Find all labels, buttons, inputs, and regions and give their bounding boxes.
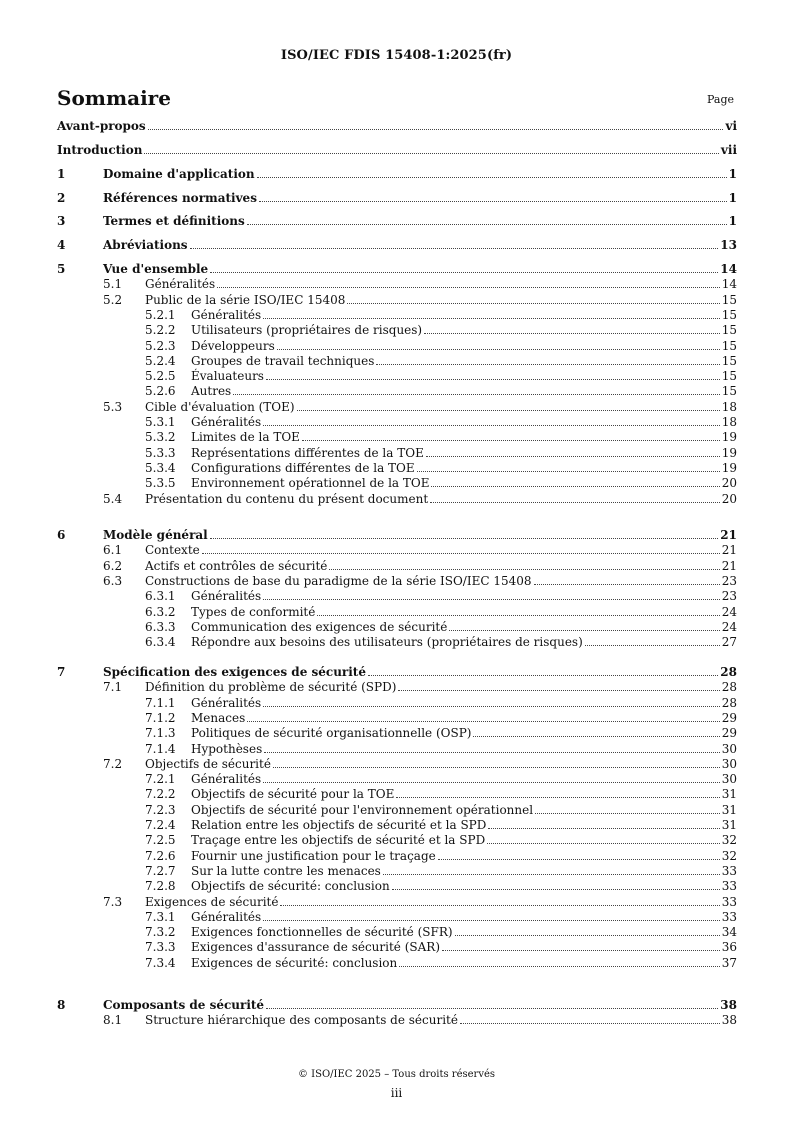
toc-entry[interactable] xyxy=(57,165,737,181)
toc-entry[interactable] xyxy=(57,382,737,398)
toc-entry-page: 23 xyxy=(721,589,737,604)
dot-leader xyxy=(259,201,727,202)
toc-entry-title: Hypothèses xyxy=(191,741,263,756)
toc-entry-number: 6.3.4 xyxy=(145,635,176,650)
page-column-label: Page xyxy=(707,93,735,106)
toc-entry-title: Configurations différentes de la TOE xyxy=(191,460,415,475)
dot-leader xyxy=(455,935,720,936)
dot-leader xyxy=(263,425,720,426)
toc-entry-number: 5.2.2 xyxy=(145,323,176,338)
toc-entry[interactable] xyxy=(57,877,737,893)
toc-entry-page: 19 xyxy=(721,445,737,460)
toc-entry-page: 30 xyxy=(721,756,737,771)
toc-entry[interactable] xyxy=(57,831,737,847)
dot-leader xyxy=(449,630,719,631)
toc-entry-title: Répondre aux besoins des utilisateurs (propriétaires de risques) xyxy=(191,635,583,650)
toc-entry[interactable] xyxy=(57,724,737,740)
toc-entry-title: Généralités xyxy=(191,772,262,787)
toc-entry-number: 7.2.2 xyxy=(145,787,176,802)
dot-leader xyxy=(266,1008,718,1009)
toc-entry-title: Objectifs de sécurité: conclusion xyxy=(191,879,390,894)
toc-entry-page: 31 xyxy=(721,787,737,802)
dot-leader xyxy=(426,456,720,457)
toc-entry-title: Exigences de sécurité xyxy=(145,894,279,909)
toc-entry-number: 7.2.4 xyxy=(145,818,176,832)
toc-entry[interactable] xyxy=(57,260,737,276)
dot-leader xyxy=(277,349,720,350)
toc-entry[interactable] xyxy=(57,694,737,710)
toc-entry-page: 21 xyxy=(721,543,737,558)
copyright-footer: © ISO/IEC 2025 – Tous droits réservés xyxy=(297,1069,496,1080)
toc-entry-page: 20 xyxy=(721,476,737,491)
toc-entry-number: 7.3 xyxy=(103,894,123,909)
toc-entry-title: Traçage entre les objectifs de sécurité et la SPD xyxy=(191,833,486,848)
toc-entry-number: 7.1.2 xyxy=(145,710,176,725)
toc-entry-title: Composants de sécurité xyxy=(103,998,265,1012)
dot-leader xyxy=(430,502,720,503)
document-header: ISO/IEC FDIS 15408-1:2025(fr) xyxy=(280,48,513,63)
toc-entry[interactable] xyxy=(57,893,737,909)
toc-entry-title: Groupes de travail techniques xyxy=(191,353,375,368)
toc-entry[interactable] xyxy=(57,398,737,414)
dot-leader xyxy=(431,486,719,487)
toc-entry-number: 2 xyxy=(57,191,66,205)
toc-entry-number: 6.3.2 xyxy=(145,604,176,619)
toc-entry[interactable] xyxy=(57,291,737,307)
toc-entry-page: 31 xyxy=(721,818,737,832)
toc-entry[interactable] xyxy=(57,801,737,817)
toc-entry-number: 7.1.4 xyxy=(145,741,176,756)
toc-entry-title: Communication des exigences de sécurité xyxy=(191,619,448,634)
dot-leader xyxy=(263,782,720,783)
toc-entry[interactable] xyxy=(57,212,737,228)
dot-leader xyxy=(263,706,720,707)
dot-leader xyxy=(144,153,718,154)
toc-entry-title: Objectifs de sécurité pour l'environnement opérationnel xyxy=(191,802,534,817)
toc-entry[interactable] xyxy=(57,678,737,694)
toc-entry[interactable] xyxy=(57,490,737,506)
toc-entry-page: 31 xyxy=(721,802,737,817)
toc-entry-title: Abréviations xyxy=(103,238,188,252)
dot-leader xyxy=(417,471,720,472)
toc-entry-page: 33 xyxy=(721,894,737,909)
toc-entry-number: 5 xyxy=(57,262,66,276)
dot-leader xyxy=(473,736,719,737)
toc-entry-number: 7.2.3 xyxy=(145,802,176,817)
toc-entry-page: 27 xyxy=(721,635,737,650)
toc-entry-page: 15 xyxy=(721,384,737,399)
toc-entry-title: Spécification des exigences de sécurité xyxy=(103,665,366,679)
toc-entry[interactable] xyxy=(57,816,737,832)
dot-leader xyxy=(460,1023,720,1024)
dot-leader xyxy=(487,843,720,844)
toc-entry-title: Relation entre les objectifs de sécurité et la SPD xyxy=(191,818,487,832)
toc-entry-number: 7.1.3 xyxy=(145,726,176,741)
toc-entry-title: Généralités xyxy=(145,277,216,292)
toc-entry-number: 7.2.6 xyxy=(145,848,176,863)
dot-leader xyxy=(247,721,719,722)
toc-entry[interactable] xyxy=(57,572,737,588)
toc-entry-title: Objectifs de sécurité pour la TOE xyxy=(191,787,395,802)
toc-entry-page: 37 xyxy=(721,955,737,970)
toc-entry-page: 28 xyxy=(721,680,737,695)
dot-leader xyxy=(329,569,719,570)
toc-entry[interactable] xyxy=(57,413,737,429)
toc-entry-page: 13 xyxy=(720,238,737,252)
toc-entry[interactable] xyxy=(57,141,737,157)
dot-leader xyxy=(210,272,718,273)
toc-entry-title: Objectifs de sécurité xyxy=(145,756,271,771)
toc-entry-number: 6.1 xyxy=(103,543,123,558)
dot-leader xyxy=(280,905,719,906)
dot-leader xyxy=(438,859,720,860)
toc-entry-title: Évaluateurs xyxy=(191,369,264,384)
toc-entry-number: 5.1 xyxy=(103,277,123,292)
toc-entry-page: 28 xyxy=(720,665,737,679)
toc-entry-number: 7.2.1 xyxy=(145,772,176,787)
dot-leader xyxy=(297,410,720,411)
toc-entry-title: Termes et définitions xyxy=(103,214,245,228)
toc-entry[interactable] xyxy=(57,663,737,679)
toc-entry[interactable] xyxy=(57,526,737,542)
toc-entry[interactable] xyxy=(57,587,737,603)
toc-entry[interactable] xyxy=(57,954,737,970)
toc-entry-page: 33 xyxy=(721,863,737,878)
toc-entry-title: Utilisateurs (propriétaires de risques) xyxy=(191,323,423,338)
dot-leader xyxy=(392,889,720,890)
toc-entry-title: Développeurs xyxy=(191,338,275,353)
dot-leader xyxy=(302,440,720,441)
toc-entry-page: 1 xyxy=(728,214,737,228)
dot-leader xyxy=(424,333,720,334)
toc-entry-number: 7.2 xyxy=(103,756,123,771)
toc-entry[interactable] xyxy=(57,755,737,771)
page-title: Sommaire xyxy=(57,86,171,110)
toc-entry-number: 7.2.8 xyxy=(145,879,176,894)
toc-entry-title: Généralités xyxy=(191,695,262,710)
dot-leader xyxy=(399,966,719,967)
dot-leader xyxy=(210,538,719,539)
toc-entry-page: 15 xyxy=(721,369,737,384)
toc-entry[interactable] xyxy=(57,275,737,291)
toc-entry[interactable] xyxy=(57,236,737,252)
toc-entry-page: vi xyxy=(725,119,737,133)
toc-entry-title: Fournir une justification pour le traçage xyxy=(191,848,436,863)
dot-leader xyxy=(264,752,719,753)
toc-entry-page: 30 xyxy=(721,741,737,756)
toc-entry-page: 15 xyxy=(721,292,737,307)
toc-entry-number: 7.3.1 xyxy=(145,909,176,924)
toc-entry-title: Exigences fonctionnelles de sécurité (SFR) xyxy=(191,925,453,940)
toc-entry-number: 5.2.3 xyxy=(145,338,176,353)
toc-entry-title: Généralités xyxy=(191,415,262,429)
toc-entry[interactable] xyxy=(57,337,737,353)
dot-leader xyxy=(263,920,720,921)
toc-entry[interactable] xyxy=(57,862,737,878)
toc-entry-page: 21 xyxy=(720,528,737,542)
toc-entry-number: 5.3.3 xyxy=(145,445,176,460)
dot-leader xyxy=(398,690,719,691)
toc-entry-page: 18 xyxy=(721,415,737,429)
toc-entry-title: Modèle général xyxy=(103,528,208,542)
toc-entry[interactable] xyxy=(57,908,737,924)
dot-leader xyxy=(266,379,720,380)
toc-entry-title: Représentations différentes de la TOE xyxy=(191,445,424,460)
toc-entry[interactable] xyxy=(57,938,737,954)
toc-entry[interactable] xyxy=(57,367,737,383)
toc-entry-title: Sur la lutte contre les menaces xyxy=(191,863,381,878)
toc-entry-number: 5.2.6 xyxy=(145,384,176,399)
toc-entry-title: Limites de la TOE xyxy=(191,430,300,445)
toc-entry-number: 4 xyxy=(57,238,66,252)
toc-entry-page: 19 xyxy=(721,430,737,445)
toc-entry-page: vii xyxy=(720,143,737,157)
toc-entry-title: Présentation du contenu du présent document xyxy=(145,491,429,506)
toc-entry[interactable] xyxy=(57,352,737,368)
toc-entry[interactable] xyxy=(57,633,737,649)
toc-entry-number: 8 xyxy=(57,998,66,1012)
toc-entry-number: 5.3.5 xyxy=(145,476,176,491)
toc-entry-page: 15 xyxy=(721,353,737,368)
toc-entry-page: 21 xyxy=(721,558,737,573)
toc-entry-page: 33 xyxy=(721,879,737,894)
dot-leader xyxy=(534,584,720,585)
toc-entry-title: Contexte xyxy=(145,543,200,558)
toc-entry-number: 7.1.1 xyxy=(145,695,176,710)
toc-entry-page: 29 xyxy=(721,710,737,725)
toc-entry[interactable] xyxy=(57,189,737,205)
toc-entry-title: Généralités xyxy=(191,307,262,322)
toc-entry-page: 1 xyxy=(728,167,737,181)
toc-entry-number: 6 xyxy=(57,528,66,542)
toc-entry-number: 7.1 xyxy=(103,680,123,695)
toc-entry-page: 15 xyxy=(721,323,737,338)
toc-entry-number: 5.2.5 xyxy=(145,369,176,384)
dot-leader xyxy=(396,797,719,798)
toc-entry-number: 5.4 xyxy=(103,491,123,506)
toc-entry-title: Exigences d'assurance de sécurité (SAR) xyxy=(191,940,441,955)
toc-entry-number: 5.3.1 xyxy=(145,415,176,429)
toc-entry-title: Définition du problème de sécurité (SPD) xyxy=(145,680,397,695)
toc-entry[interactable] xyxy=(57,557,737,573)
toc-entry-number: 7.3.2 xyxy=(145,925,176,940)
toc-entry-title: Constructions de base du paradigme de la série ISO/IEC 15408 xyxy=(145,573,532,588)
toc-entry-page: 20 xyxy=(721,491,737,506)
toc-entry[interactable] xyxy=(57,740,737,756)
dot-leader xyxy=(585,645,720,646)
dot-leader xyxy=(190,248,719,249)
page-number: iii xyxy=(390,1086,403,1100)
toc-entry-page: 34 xyxy=(721,925,737,940)
toc-entry-page: 33 xyxy=(721,909,737,924)
toc-entry-number: 7.2.5 xyxy=(145,833,176,848)
toc-entry-title: Public de la série ISO/IEC 15408 xyxy=(145,292,346,307)
toc-entry[interactable] xyxy=(57,923,737,939)
toc-entry-title: Exigences de sécurité: conclusion xyxy=(191,955,398,970)
toc-entry-page: 24 xyxy=(721,604,737,619)
toc-entry-title: Types de conformité xyxy=(191,604,316,619)
toc-entry-title: Introduction xyxy=(57,143,143,157)
toc-entry-page: 19 xyxy=(721,460,737,475)
dot-leader xyxy=(233,394,720,395)
toc-entry[interactable] xyxy=(57,541,737,557)
toc-entry[interactable] xyxy=(57,474,737,490)
toc-entry-page: 15 xyxy=(721,307,737,322)
toc-entry-number: 7.2.7 xyxy=(145,863,176,878)
toc-entry-title: Autres xyxy=(191,384,232,399)
toc-entry[interactable] xyxy=(57,770,737,786)
toc-entry[interactable] xyxy=(57,459,737,475)
dot-leader xyxy=(217,287,720,288)
toc-entry-page: 36 xyxy=(721,940,737,955)
toc-entry[interactable] xyxy=(57,117,737,133)
toc-entry-number: 7.3.4 xyxy=(145,955,176,970)
dot-leader xyxy=(317,615,719,616)
toc-entry-page: 24 xyxy=(721,619,737,634)
toc-entry-number: 1 xyxy=(57,167,66,181)
toc-entry[interactable] xyxy=(57,306,737,322)
toc-entry-title: Généralités xyxy=(191,589,262,604)
toc-entry-number: 5.2.4 xyxy=(145,353,176,368)
toc-entry-page: 14 xyxy=(721,277,737,292)
toc-entry-title: Vue d'ensemble xyxy=(103,262,209,276)
toc-entry-title: Généralités xyxy=(191,909,262,924)
toc-entry[interactable] xyxy=(57,428,737,444)
toc-entry-number: 6.3.3 xyxy=(145,619,176,634)
dot-leader xyxy=(347,303,719,304)
toc-entry-number: 6.2 xyxy=(103,558,123,573)
dot-leader xyxy=(535,813,720,814)
toc-entry-page: 29 xyxy=(721,726,737,741)
toc-entry[interactable] xyxy=(57,444,737,460)
toc-entry-number: 5.3.4 xyxy=(145,460,176,475)
toc-entry-number: 5.2.1 xyxy=(145,307,176,322)
toc-entry-number: 7 xyxy=(57,665,66,679)
dot-leader xyxy=(488,828,719,829)
toc-entry-title: Environnement opérationnel de la TOE xyxy=(191,476,430,491)
toc-entry[interactable] xyxy=(57,996,737,1012)
toc-entry[interactable] xyxy=(57,785,737,801)
toc-entry[interactable] xyxy=(57,618,737,634)
toc-entry-page: 32 xyxy=(721,833,737,848)
toc-entry-number: 5.2 xyxy=(103,292,123,307)
toc-entry[interactable] xyxy=(57,321,737,337)
toc-entry-title: Avant-propos xyxy=(57,119,146,133)
dot-leader xyxy=(247,224,727,225)
toc-entry-title: Menaces xyxy=(191,710,246,725)
toc-entry-title: Politiques de sécurité organisationnelle (OSP) xyxy=(191,726,472,741)
dot-leader xyxy=(368,675,718,676)
toc-entry-title: Domaine d'application xyxy=(103,167,255,181)
dot-leader xyxy=(263,318,720,319)
toc-entry-title: Références normatives xyxy=(103,191,257,205)
dot-leader xyxy=(257,177,727,178)
toc-entry-number: 3 xyxy=(57,214,66,228)
toc-entry-title: Cible d'évaluation (TOE) xyxy=(145,399,295,414)
dot-leader xyxy=(442,950,720,951)
toc-entry-page: 1 xyxy=(728,191,737,205)
dot-leader xyxy=(202,553,720,554)
dot-leader xyxy=(263,599,720,600)
dot-leader xyxy=(383,874,720,875)
toc-entry-number: 8.1 xyxy=(103,1013,123,1028)
toc-entry-number: 5.3.2 xyxy=(145,430,176,445)
toc-entry-page: 30 xyxy=(721,772,737,787)
toc-entry-page: 15 xyxy=(721,338,737,353)
toc-entry-page: 18 xyxy=(721,399,737,414)
toc-entry[interactable] xyxy=(57,603,737,619)
toc-entry-number: 5.3 xyxy=(103,399,123,414)
dot-leader xyxy=(273,767,720,768)
dot-leader xyxy=(148,129,724,130)
toc-entry-number: 6.3.1 xyxy=(145,589,176,604)
toc-entry-number: 6.3 xyxy=(103,573,123,588)
toc-entry-page: 14 xyxy=(720,262,737,276)
toc-entry-page: 38 xyxy=(721,1013,737,1028)
toc-entry-page: 28 xyxy=(721,695,737,710)
toc-entry[interactable] xyxy=(57,709,737,725)
toc-entry-number: 7.3.3 xyxy=(145,940,176,955)
toc-entry-page: 38 xyxy=(720,998,737,1012)
toc-entry-page: 32 xyxy=(721,848,737,863)
toc-entry[interactable] xyxy=(57,1011,737,1027)
toc-entry-title: Actifs et contrôles de sécurité xyxy=(145,558,328,573)
toc-entry-title: Structure hiérarchique des composants de sécurité xyxy=(145,1013,458,1028)
dot-leader xyxy=(376,364,719,365)
toc-entry-page: 23 xyxy=(721,573,737,588)
toc-entry[interactable] xyxy=(57,847,737,863)
